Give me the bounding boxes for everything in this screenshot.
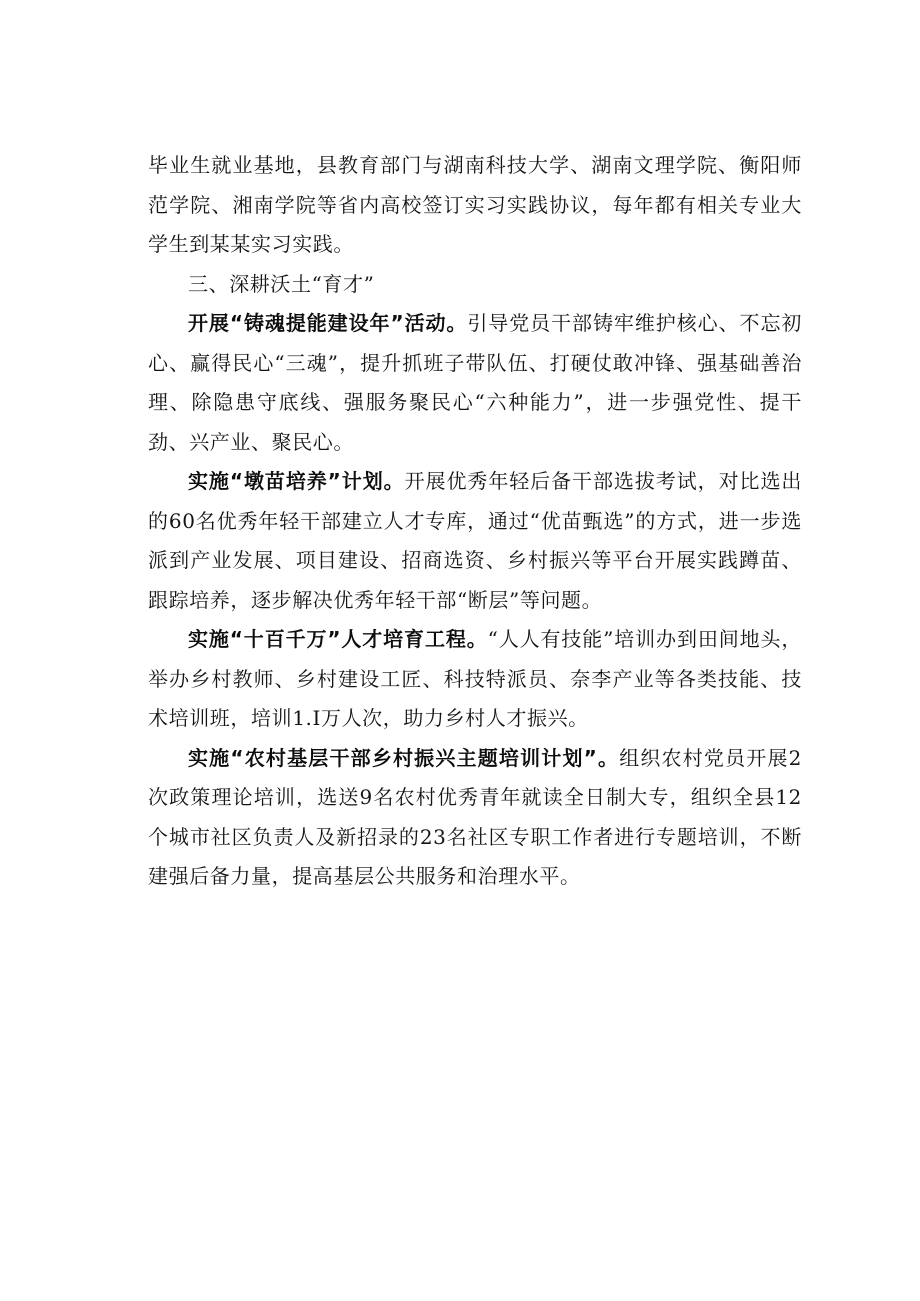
paragraph-text: 组织农村党员开展2次政策理论培训，选送9名农村优秀青年就读全日制大专，组织全县12个城市社区负责人及新招录的23名社区专职工作者进行专题培训，不断建强后备力量，提高基层公共服务和治理水平。 (148, 745, 802, 888)
paragraph-graduate-employment (148, 146, 802, 265)
paragraph-text: 毕业生就业基地，县教育部门与湖南科技大学、湖南文理学院、衡阳师范学院、湘南学院等省内高校签订实习实践协议，每年都有相关专业大学生到某某实习实践。 (148, 153, 802, 256)
paragraph-lead: 开展“铸魂提能建设年”活动。 (188, 311, 468, 335)
paragraph-seedling-training (148, 462, 802, 620)
paragraph-talent-project (148, 620, 802, 739)
document-body (148, 146, 802, 897)
paragraph-soul-forging-year (148, 304, 802, 462)
section-heading-talent-cultivation (148, 265, 802, 305)
paragraph-text: 引导党员干部铸牢维护核心、不忘初心、赢得民心“三魂”，提升抓班子带队伍、打硬仗敢冲锋、强基础善治理、除隐患守底线、强服务聚民心“六种能力”，进一步强党性、提干劲、兴产业、聚民心。 (148, 311, 802, 454)
paragraph-text: 开展优秀年轻后备干部选拔考试，对比选出的60名优秀年轻干部建立人才专库，通过“优苗甄选”的方式，进一步选派到产业发展、项目建设、招商选资、乡村振兴等平台开展实践蹲苗、跟踪培养，逐步解决优秀年轻干部“断层”等问题。 (148, 469, 803, 612)
paragraph-lead: 实施“十百千万”人才培育工程。 (188, 627, 488, 651)
section-heading-text: 三、深耕沃土“育才” (188, 271, 375, 296)
paragraph-text: “人人有技能”培训办到田间地头，举办乡村教师、乡村建设工匠、科技特派员、奈李产业等各类技能、技术培训班，培训1.I万人次，助力乡村人才振兴。 (148, 627, 802, 730)
paragraph-lead: 实施“农村基层干部乡村振兴主题培训计划”。 (188, 745, 620, 770)
paragraph-lead: 实施“墩苗培养”计划。 (188, 469, 405, 493)
paragraph-rural-cadre-training (148, 739, 802, 897)
